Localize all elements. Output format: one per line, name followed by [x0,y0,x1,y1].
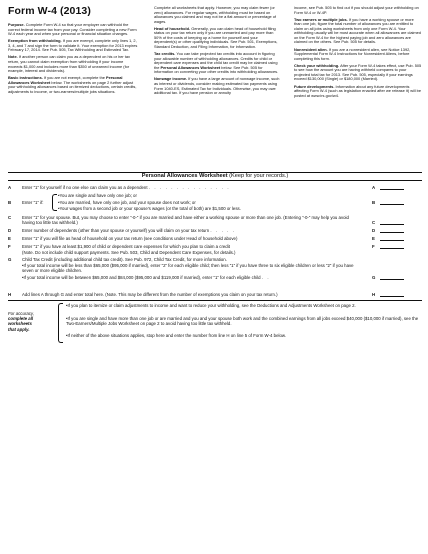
line-f-letter: F [8,244,11,249]
line-e [8,236,422,242]
worksheets-paragraph: Complete all worksheets that apply. However, you may claim fewer (or zero) allowances. For regular wages, withholding must be based on allowances you claimed and may not be a flat amount or percentage of wages. [154,5,276,24]
line-a-text: Enter “1” for yourself if no one else can claim you as a dependent . . . . . . . . . . . . . . . [22,185,231,190]
line-c-letter: C [8,215,12,220]
line-g-entry[interactable] [380,275,404,280]
line-h-entry[interactable] [380,292,404,297]
line-g [8,257,422,289]
accuracy-item-3: • If neither of the above situations applies, stop here and enter the number from line H on line 5 of Form W-4 below. [66,333,422,338]
line-e-letter: E [8,236,11,241]
line-c-text: Enter “1” for your spouse. But, you may choose to enter “-0-” if you are married and have either a working spouse or more than one job. (Entering “-0-” may help you avoid having too little tax withheld.) [22,215,349,226]
line-a-entry[interactable] [380,185,404,190]
line-d-text: Enter number of dependents (other than your spouse or yourself) you will claim on your tax return . . . . . [22,228,236,233]
line-b-entry[interactable] [380,200,404,205]
two-earners-paragraph: Two earners or multiple jobs. If you have a working spouse or more than one job, figure the total number of allowances you are entitled to claim on all jobs using worksheets from only one Form W-4. Your withholding usually will be most accurate when all allowances are claimed on the Form W-4 for the highest paying job and zero allowances are claimed on the others. See Pub. 505 for details. [294,16,421,45]
line-d-entry[interactable] [380,228,404,233]
nonresident-alien-paragraph: Nonresident alien. If you are a nonresident alien, see Notice 1392, Supplemental Form W-4 Instructions for Nonresident Aliens, before completing this form. [294,46,411,61]
line-d-right-letter: D [372,228,376,233]
line-h-text: Add lines A through G and enter total here. (Note. This may be different from the number of exemptions you claim on your tax return.) [22,292,278,297]
line-b-item-1: • You are single and have only one job; or [58,193,358,198]
instructions-column-1 [8,6,138,97]
form-title: Form W-4 (2013) [8,5,91,17]
instructions-section [8,6,422,181]
line-d [8,228,422,234]
future-developments-paragraph: Future developments. Information about any future developments affecting Form W-4 (such as legislation enacted after we release it) will be posted at www.irs.gov/w4. [294,83,422,98]
accuracy-item-2: • If you are single and have more than one job or are married and you and your spouse both work and the combined earnings from all jobs exceed $40,000 ($10,000 if married), see the Two-Earners/Multiple Jobs Worksheet on page 2 to avoid having too little tax withheld. [66,316,422,326]
worksheet-title [8,172,422,181]
worksheet-title-note: (Keep for your records.) [229,173,289,179]
basic-instructions-paragraph: Basic instructions. If you are not exempt, complete the Personal Allowances Worksheet below. The worksheets on page 2 further adjust your withholding allowances based on itemized deductions, certain credits, adjustments to income, or two-earners/multiple jobs situations. [8,75,137,94]
line-f-text: Enter “1” if you have at least $1,900 of child or dependent care expenses for which you plan to claim a credit [22,244,230,249]
line-b-lead: Enter “1” if: [22,200,44,205]
line-b-right-letter: B [372,200,376,205]
pension-paragraph: income, see Pub. 505 to find out if you should adjust your withholding on Form W-4 or W-4P. [294,5,419,15]
nonwage-income-paragraph: Nonwage income. If you have a large amount of nonwage income, such as interest or dividends, consider making estimated tax payments using Form 1040-ES, Estimated Tax for Individuals. Otherwise, you may owe additional tax. If you have pension or annuity [154,76,280,96]
line-h [8,292,422,298]
check-withholding-paragraph: Check your withholding. After your Form W-4 takes effect, use Pub. 505 to see how the amount you are having withheld compares to your projected total tax for 2013. See Pub. 505, especially if your earnings exceed $130,000 (Single) or $180,000 (Married). [294,62,422,82]
line-c-entry[interactable] [380,220,404,225]
line-a-letter: A [8,185,12,190]
accuracy-brace [58,303,63,343]
line-g-bullet-1: • If your total income will be less than $65,000 ($95,000 if married), enter “2” for each eligible child; then less “1” if you have three to six eligible children or less “2” if you have seven or more eligible children. [22,263,362,273]
line-c-right-letter: C [372,220,376,225]
head-of-household-paragraph: Head of household. Generally, you can claim head of household filing status on your tax return only if you are unmarried and pay more than 50% of the costs of keeping up a home for yourself and your dependent(s) or other qualifying individuals. See Pub. 501, Exemptions, Standard Deduction, and Filing Information, for information. [154,25,278,49]
line-g-right-letter: G [372,275,376,280]
line-g-letter: G [8,257,12,262]
line-c [8,215,422,226]
divider-line [8,300,422,301]
note-paragraph: Note. If another person can claim you as a dependent on his or her tax return, you cannot claim exemption from withholding if your income exceeds $1,000 and includes more than $350 of unearned income (for example, interest and dividends). [8,54,130,74]
line-f-right-letter: F [372,244,375,249]
line-g-bullet-2: • If your total income will be between $65,000 and $84,000 ($95,000 and $119,000 if married), enter “1” for each eligible child . . [22,275,362,280]
accuracy-block [8,303,422,343]
line-h-letter: H [8,292,12,297]
line-h-right-letter: H [372,292,376,297]
line-b [8,193,422,213]
tax-credits-paragraph: Tax credits. You can take projected tax credits into account in figuring your allowable number of withholding allowances. Credits for child or dependent care expenses and the child tax credit may be claimed using the Personal Allowances Worksheet below. See Pub. 505 for information on converting your other credits into withholding allowances. [154,51,279,75]
worksheet-title-text: Personal Allowances Worksheet [141,173,228,179]
line-d-letter: D [8,228,12,233]
exemption-paragraph: Exemption from withholding. If you are exempt, complete only lines 1, 2, 3, 4, and 7 and sign the form to validate it. Your exemption for 2013 expires February 17, 2014. See Pub. 505, Tax Withholding and Estimated Tax. [8,38,138,53]
accuracy-label: For accuracy, complete all worksheets that apply. [8,311,34,332]
line-b-item-3: • Your wages from a second job or your spouse’s wages (or the total of both) are $1,500 or less. [58,206,358,211]
line-f-note: (Note. Do not include child support payments. See Pub. 503, Child and Dependent Care Expenses, for details.) [22,249,236,255]
line-e-entry[interactable] [380,236,404,241]
instructions-column-3 [294,6,422,101]
line-a-right-letter: A [372,185,376,190]
line-a [8,185,422,191]
line-g-text: Child Tax Credit (including additional child tax credit). See Pub. 972, Child Tax Credit, for more information. [22,257,227,262]
instructions-column-2 [154,6,280,98]
purpose-paragraph: Purpose. Complete Form W-4 so that your employer can withhold the correct federal income tax from your pay. Consider completing a new Form W-4 each year and when your personal or financial situation changes. [8,22,137,37]
line-e-text: Enter “1” if you will file as head of household on your tax return (see conditions under Head of household above) [22,236,238,241]
line-b-letter: B [8,200,12,205]
line-e-right-letter: E [372,236,375,241]
line-b-item-2: • You are married, have only one job, and your spouse does not work; or [58,200,358,205]
line-f-entry[interactable] [380,244,404,249]
line-f [8,244,422,255]
line-b-brace [52,194,57,211]
accuracy-item-1: • If you plan to itemize or claim adjustments to income and want to reduce your withholding, see the Deductions and Adjustments Worksheet on page 2. [66,303,422,308]
